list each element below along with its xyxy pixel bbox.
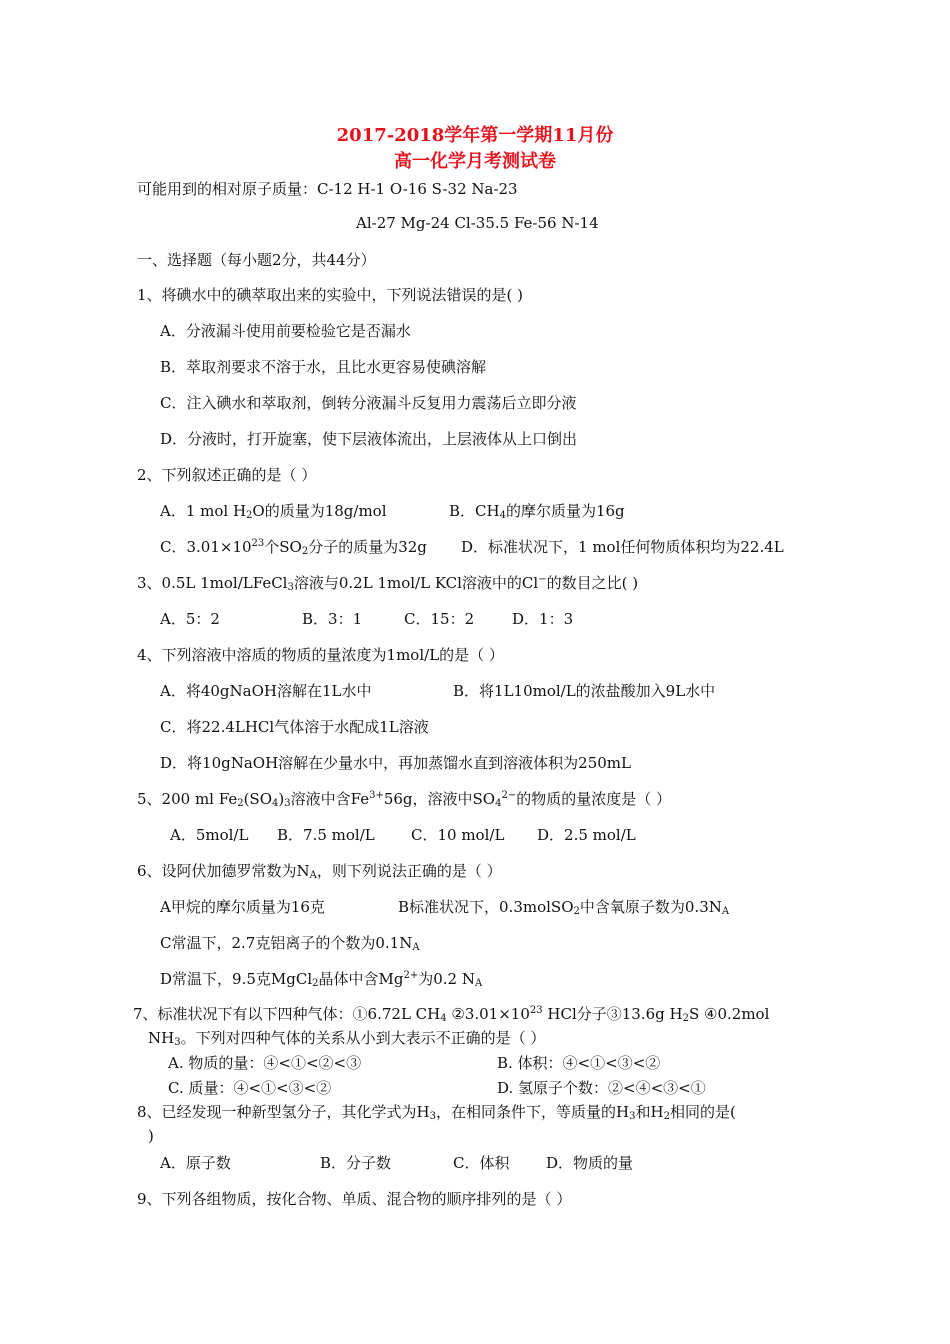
section-heading: 一、选择题（每小题2分，共44分）	[137, 251, 376, 269]
q9-stem: 9、下列各组物质，按化合物、单质、混合物的顺序排列的是（ ）	[137, 1190, 572, 1208]
q5-option-c: C．10 mol/L	[411, 826, 505, 844]
q3-stem: 3、0.5L 1mol/LFeCl$_3$溶液与0.2L 1mol/L KCl溶液中的Cl−的数目之比( )	[137, 574, 639, 593]
q6-option-b: B标准状况下，0.3molSO$_2$中含氧原子数为$0.3N_A$	[398, 898, 730, 917]
q2-option-c: C．$3.01\times 10^{23}$个$SO_2$分子的质量为32g	[160, 538, 427, 557]
q8-option-c: C．体积	[453, 1154, 510, 1172]
q8-option-d: D．物质的量	[546, 1154, 634, 1172]
atomic-masses-line-2: Al-27 Mg-24 Cl-35.5 Fe-56 N-14	[356, 214, 599, 232]
q6-option-c: C常温下，2.7克铝离子的个数为$0.1N_A$	[160, 934, 420, 953]
q5-option-d: D．2.5 mol/L	[537, 826, 636, 844]
q8-stem-line-2: )	[148, 1127, 154, 1145]
atomic-masses-line-1: 可能用到的相对原子质量：C-12 H-1 O-16 S-32 Na-23	[137, 180, 518, 198]
q6-stem: 6、设阿伏加德罗常数为$N_A$，则下列说法正确的是（ ）	[137, 862, 502, 881]
title-line-1: 2017-2018学年第一学期11月份	[336, 125, 614, 146]
q7-option-d: D. 氢原子个数：②<④<③<①	[497, 1079, 706, 1097]
q5-option-a: A．5mol/L	[170, 826, 249, 844]
q6-option-a: A甲烷的摩尔质量为16克	[160, 898, 325, 916]
q7-option-c: C. 质量：④<①<③<②	[168, 1079, 332, 1097]
q7-stem-line-2: $NH_3$。下列对四种气体的关系从小到大表示不正确的是（ ）	[148, 1029, 546, 1048]
q4-option-a: A．将40gNaOH溶解在1L水中	[160, 682, 372, 700]
q8-option-a: A．原子数	[160, 1154, 231, 1172]
q3-option-a: A．5：2	[160, 610, 220, 628]
q4-option-d: D．将10gNaOH溶解在少量水中，再加蒸馏水直到溶液体积为250mL	[160, 754, 631, 772]
q4-stem: 4、下列溶液中溶质的物质的量浓度为1mol/L的是（ ）	[137, 646, 504, 664]
q7-option-a: A. 物质的量：④<①<②<③	[168, 1054, 362, 1072]
q8-option-b: B．分子数	[320, 1154, 392, 1172]
q2-option-b: B．$CH_4$的摩尔质量为16g	[449, 502, 625, 521]
q1-stem: 1、将碘水中的碘萃取出来的实验中，下列说法错误的是( )	[137, 286, 524, 304]
q3-option-c: C．15：2	[404, 610, 475, 628]
q1-option-c: C．注入碘水和萃取剂，倒转分液漏斗反复用力震荡后立即分液	[160, 394, 577, 412]
q4-option-c: C．将22.4LHCl气体溶于水配成1L溶液	[160, 718, 429, 736]
q2-option-d: D．标准状况下，1 mol任何物质体积均为22.4L	[461, 538, 784, 556]
q2-stem: 2、下列叙述正确的是（ ）	[137, 466, 317, 484]
q7-option-b: B. 体积：④<①<③<②	[497, 1054, 661, 1072]
q3-option-b: B．3：1	[302, 610, 363, 628]
q4-option-b: B．将1L10mol/L的浓盐酸加入9L水中	[453, 682, 716, 700]
q1-option-b: B．萃取剂要求不溶于水，且比水更容易使碘溶解	[160, 358, 487, 376]
q6-option-d: D常温下，9.5克MgCl$_2$晶体中含$Mg^{2+}$为0.2 $N_A$	[160, 970, 483, 989]
q3-option-d: D．1：3	[512, 610, 574, 628]
q5-option-b: B．7.5 mol/L	[277, 826, 375, 844]
q2-option-a: A．1 mol $H_2O$的质量为18g/mol	[160, 502, 387, 521]
q1-option-a: A．分液漏斗使用前要检验它是否漏水	[160, 322, 411, 340]
q8-stem-line-1: 8、已经发现一种新型氢分子，其化学式为$H_3$，在相同条件下，等质量的$H_3$和$H_2$相同的是(	[137, 1103, 736, 1122]
q5-stem: 5、200 ml $Fe_2(SO_4)_3$溶液中含$Fe^{3+}56g$，溶液中$SO_4^{2-}$的物质的量浓度是（ ）	[137, 790, 672, 809]
q7-stem-line-1: 7、标准状况下有以下四种气体：①6.72L $CH_4$ $②3.01\times 10^{23}$ HCl分子③13.6g $H_2S$ ④0.2mol	[133, 1005, 770, 1024]
q1-option-d: D．分液时，打开旋塞，使下层液体流出，上层液体从上口倒出	[160, 430, 578, 448]
title-line-2: 高一化学月考测试卷	[394, 151, 556, 172]
